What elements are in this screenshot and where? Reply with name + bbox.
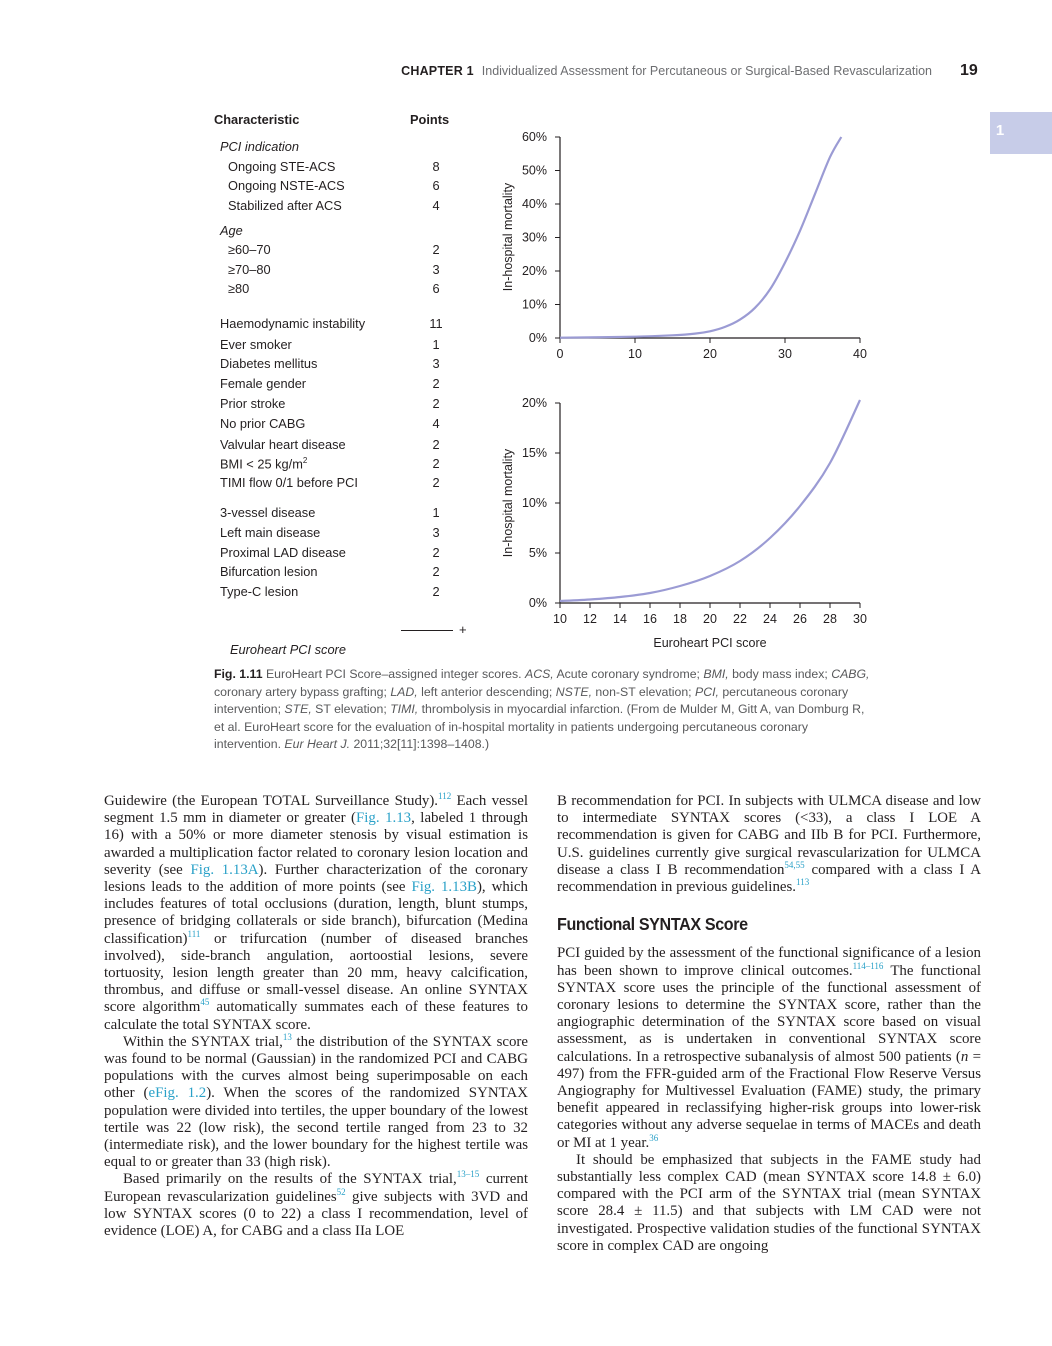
characteristic-cell: Left main disease	[220, 525, 321, 540]
characteristic-cell: 3-vessel disease	[220, 505, 316, 520]
section-heading: Functional SYNTAX Score	[557, 914, 748, 935]
characteristic-cell: Type-C lesion	[220, 584, 299, 599]
caption-abbrev: PCI,	[695, 684, 719, 699]
x-tick-label: 18	[673, 612, 687, 626]
caption-abbrev: STE,	[284, 702, 312, 717]
column-header-points: Points	[410, 112, 450, 127]
table-row	[200, 178, 460, 196]
paragraph: B recommendation for PCI. In subjects with ULMCA disease and low to intermediate SYNTAX scores (<33), a class I LOE A recommendation is given for CABG and IIb B for PCI. Furthermore, U.S. guidelines currently give surgical revascularization for ULMCA disease a class I B recommendation$^{54,55}$ compared with a class I A recommendation in previous guidelines.$^{113}$	[557, 793, 981, 896]
sum-rule	[401, 630, 453, 631]
characteristic-cell: Ongoing STE-ACS	[228, 159, 336, 174]
y-tick-label: 0%	[528, 596, 547, 610]
table-row	[200, 396, 460, 414]
y-tick-label: 50%	[521, 163, 547, 178]
plus-sign: +	[459, 622, 467, 637]
x-tick-label: 26	[793, 612, 807, 626]
paragraph: It should be emphasized that subjects in the FAME study had substantially less complex CAD (mean SYNTAX score 14.8 ± 6.0) compared with the PCI arm of the SYNTAX trial (mean SYNTAX score 28.4 ± 11.5) and that subjects with LM CAD were not investigated. Prospective validation studies of the functional SYNTAX score in complex CAD are ongoing	[557, 1151, 981, 1254]
points-cell: 2	[432, 396, 440, 411]
characteristic-cell: TIMI flow 0/1 before PCI	[220, 475, 358, 490]
characteristic-cell: ≥80	[228, 281, 250, 296]
x-tick-label: 16	[643, 612, 657, 626]
characteristic-cell: Bifurcation lesion	[220, 564, 318, 579]
y-tick-label: 15%	[521, 446, 547, 460]
points-cell: 2	[432, 376, 440, 391]
table-row	[200, 242, 460, 260]
y-tick-label: 20%	[521, 396, 547, 410]
citation-link[interactable]: 13–15	[456, 1169, 480, 1180]
y-tick-label: 10%	[521, 496, 547, 510]
citation-link[interactable]: 112	[438, 791, 452, 802]
points-cell: 1	[432, 505, 440, 520]
caption-text: 2011;32[11]:1398–1408.)	[350, 737, 490, 752]
body-column-left	[104, 793, 528, 1240]
y-axis-label: In-hospital mortality	[501, 448, 515, 558]
table-row	[200, 456, 460, 474]
points-cell: 6	[432, 281, 440, 296]
citation-link[interactable]: 36	[649, 1132, 659, 1143]
characteristic-cell: Ongoing NSTE-ACS	[228, 178, 345, 193]
table-row	[200, 416, 460, 434]
table-row	[200, 262, 460, 280]
caption-journal: Eur Heart J.	[284, 737, 351, 752]
x-tick-label: 30	[778, 347, 792, 361]
points-cell: 11	[429, 316, 443, 331]
points-cell: 6	[432, 178, 440, 193]
citation-link[interactable]: 113	[796, 877, 810, 888]
body-column-right	[557, 793, 981, 1255]
caption-abbrev: TIMI,	[390, 702, 419, 717]
figure-label: Fig. 1.11	[214, 667, 263, 681]
figure-link[interactable]: Fig. 1.13A	[190, 861, 259, 878]
y-tick-label: 5%	[528, 546, 547, 560]
page-number: 19	[960, 62, 978, 79]
caption-text: ST elevation;	[311, 702, 391, 717]
figure-link[interactable]: eFig. 1.2	[148, 1085, 207, 1102]
caption-text: EuroHeart PCI Score–assigned integer scores.	[262, 667, 525, 681]
characteristic-cell: ≥70–80	[228, 262, 271, 277]
points-cell: 2	[432, 584, 440, 599]
citation-link[interactable]: 54,55	[784, 859, 805, 870]
table-row	[200, 376, 460, 394]
caption-abbrev: ACS,	[525, 667, 554, 681]
x-tick-label: 40	[853, 347, 867, 361]
superscript: 2	[302, 456, 308, 465]
table-row	[200, 198, 460, 216]
figure-link[interactable]: Fig. 1.13	[356, 810, 412, 827]
characteristic-cell: Age	[220, 223, 243, 238]
table-row	[200, 505, 460, 523]
caption-text: percutaneous coronary intervention;	[214, 684, 849, 717]
caption-text: non-ST elevation;	[592, 684, 695, 699]
citation-link[interactable]: 13	[282, 1031, 292, 1042]
x-tick-label: 0	[556, 347, 564, 361]
figure-link[interactable]: Fig. 1.13B	[411, 879, 477, 896]
points-cell: 4	[432, 198, 440, 213]
table-row	[200, 316, 460, 334]
table-row	[200, 525, 460, 543]
table-row	[200, 337, 460, 355]
y-tick-label: 60%	[521, 130, 547, 144]
chapter-label: CHAPTER 1	[401, 64, 474, 78]
characteristic-cell: Valvular heart disease	[220, 437, 346, 452]
caption-text: coronary artery bypass grafting;	[214, 684, 391, 699]
table-row	[200, 139, 460, 157]
column-header-characteristic: Characteristic	[214, 112, 300, 127]
y-tick-label: 30%	[521, 230, 547, 245]
table-row	[200, 564, 460, 582]
table-row	[200, 545, 460, 563]
table-row	[200, 281, 460, 299]
points-cell: 2	[432, 242, 440, 257]
figure-caption	[214, 666, 874, 754]
caption-text: left anterior descending;	[417, 684, 556, 699]
points-cell: 2	[432, 475, 440, 490]
total-label: Euroheart PCI score	[230, 642, 346, 657]
x-tick-label: 10	[628, 347, 642, 361]
paragraph: PCI guided by the assessment of the functional significance of a lesion has been shown to improve clinical outcomes.$^{114-116}$ The functional SYNTAX score uses the principle of the functional assessment of coronary lesions to determine the SYNTAX score, rather than the angiographic determination of the SYNTAX score based on visual assessment, as is undertaken in conventional SYNTAX score calculations. In a retrospective subanalysis of almost 500 patients (n = 497) from the FFR-guided arm of the Fractional Flow Reserve Versus Angiography for Multivessel Evaluation (FAME) study, the primary benefit appeared in reclassifying higher-risk groups into lower-risk categories without any adverse sequelae in terms of MACEs and death or MI at 1 year.$^{36}$	[557, 945, 981, 1151]
mortality-curve-1	[560, 137, 841, 338]
points-cell: 8	[432, 159, 440, 174]
mortality-charts	[490, 120, 890, 660]
table-row	[200, 223, 460, 241]
characteristic-cell: Diabetes mellitus	[220, 356, 318, 371]
characteristic-cell: Ever smoker	[220, 337, 292, 352]
paragraph: Based primarily on the results of the SYNTAX trial,$^{13-15}$ current European revascularization guidelines$^{52}$ give subjects with 3VD and low SYNTAX scores (0 to 22) a class I recommendation, level of evidence (LOE) A, for CABG and a class IIa LOE	[104, 1169, 528, 1240]
x-tick-label: 14	[613, 612, 627, 626]
points-cell: 1	[432, 337, 440, 352]
chapter-tab-number: 1	[995, 122, 1005, 139]
table-row	[200, 356, 460, 374]
x-tick-label: 20	[703, 347, 717, 361]
caption-text: body mass index;	[728, 667, 832, 681]
points-cell: 3	[432, 525, 440, 540]
characteristic-cell: Prior stroke	[220, 396, 286, 411]
characteristic-cell: ≥60–70	[228, 242, 271, 257]
points-cell: 3	[432, 356, 440, 371]
characteristic-cell-wrap	[220, 456, 307, 471]
caption-abbrev: NSTE,	[555, 684, 592, 699]
table-row	[200, 475, 460, 493]
citation-link[interactable]: 52	[336, 1186, 346, 1197]
points-cell: 3	[432, 262, 440, 277]
table-row	[200, 159, 460, 177]
caption-text: thrombolysis in myocardial infarction. (From de Mulder M, Gitt A, van Domburg R, et al. EuroHeart score for the evaluation of in-hospital mortality in patients undergoing percutaneous coronary intervention.	[214, 702, 865, 752]
points-cell: 4	[432, 416, 440, 431]
paragraph: Within the SYNTAX trial,$^{13}$ the distribution of the SYNTAX score was found to be normal (Gaussian) in the randomized PCI and CABG populations with the curves almost being superimposable on each other (eFig. 1.2). When the scores of the randomized SYNTAX population were divided into tertiles, the upper boundary of the lowest tertile was 22 (low risk), the second tertile ranged from 23 to 32 (intermediate risk), and the lower boundary for the highest tertile was equal to or greater than 33 (high risk).	[104, 1031, 528, 1171]
chapter-thumb-tab	[990, 112, 1052, 154]
chapter-heading	[401, 64, 932, 78]
x-tick-label: 20	[703, 612, 717, 626]
x-tick-label: 10	[553, 612, 567, 626]
running-header	[0, 62, 1052, 82]
y-axis-label: In-hospital mortality	[501, 182, 515, 292]
characteristic-cell: PCI indication	[220, 139, 299, 154]
x-tick-label: 28	[823, 612, 837, 626]
characteristic-cell: BMI < 25 kg/m	[220, 456, 303, 472]
paragraph: Guidewire (the European TOTAL Surveillance Study).$^{112}$ Each vessel segment 1.5 mm in diameter or greater (Fig. 1.13, labeled 1 through 16) with a 50% or more diameter stenosis by visual estimation is awarded a multiplication factor related to coronary lesion location and severity (see Fig. 1.13A). Further characterization of the coronary lesions leads to the addition of more points (see Fig. 1.13B), which includes features of total occlusions (duration, length, blunt stumps, presence of bridging collaterals or side branch), bifurcation (Medina classification)$^{111}$ or trifurcation (number of diseased branches involved), side-branch angulation, aortoostial lesions, severe tortuosity, lesion length greater than 20 mm, heavy calcification, thrombus, and diffuse or small-vessel disease. An online SYNTAX score algorithm$^{45}$ automatically summates each of these features to calculate the total SYNTAX score.	[104, 791, 528, 1033]
y-tick-label: 0%	[528, 331, 547, 345]
x-tick-label: 22	[733, 612, 747, 626]
points-cell: 2	[432, 456, 440, 471]
citation-link[interactable]: 111	[187, 928, 201, 939]
table-row	[200, 437, 460, 455]
chapter-title: Individualized Assessment for Percutaneous or Surgical-Based Revascularization	[481, 64, 932, 78]
x-tick-label: 12	[583, 612, 597, 626]
characteristic-cell: Stabilized after ACS	[228, 198, 342, 213]
caption-abbrev: CABG,	[831, 667, 870, 681]
x-axis-label: Euroheart PCI score	[653, 636, 767, 650]
characteristic-cell: Proximal LAD disease	[220, 545, 346, 560]
points-cell: 2	[432, 564, 440, 579]
points-cell: 2	[432, 437, 440, 452]
points-cell: 2	[432, 545, 440, 560]
mortality-curve-2	[560, 400, 860, 601]
y-tick-label: 20%	[521, 264, 547, 278]
citation-link[interactable]: 114–116	[852, 960, 884, 971]
characteristic-cell: No prior CABG	[220, 416, 306, 431]
x-tick-label: 24	[763, 612, 777, 626]
x-tick-label: 30	[853, 612, 867, 626]
table-row	[200, 584, 460, 602]
caption-text: Acute coronary syndrome;	[553, 667, 704, 681]
characteristic-cell: Female gender	[220, 376, 307, 391]
citation-link[interactable]: 45	[200, 997, 210, 1008]
caption-abbrev: BMI,	[703, 667, 729, 681]
caption-abbrev: LAD,	[390, 684, 418, 699]
characteristic-cell: Haemodynamic instability	[220, 316, 366, 331]
y-tick-label: 40%	[521, 197, 547, 211]
table-header-row	[200, 112, 460, 130]
y-tick-label: 10%	[521, 297, 547, 312]
